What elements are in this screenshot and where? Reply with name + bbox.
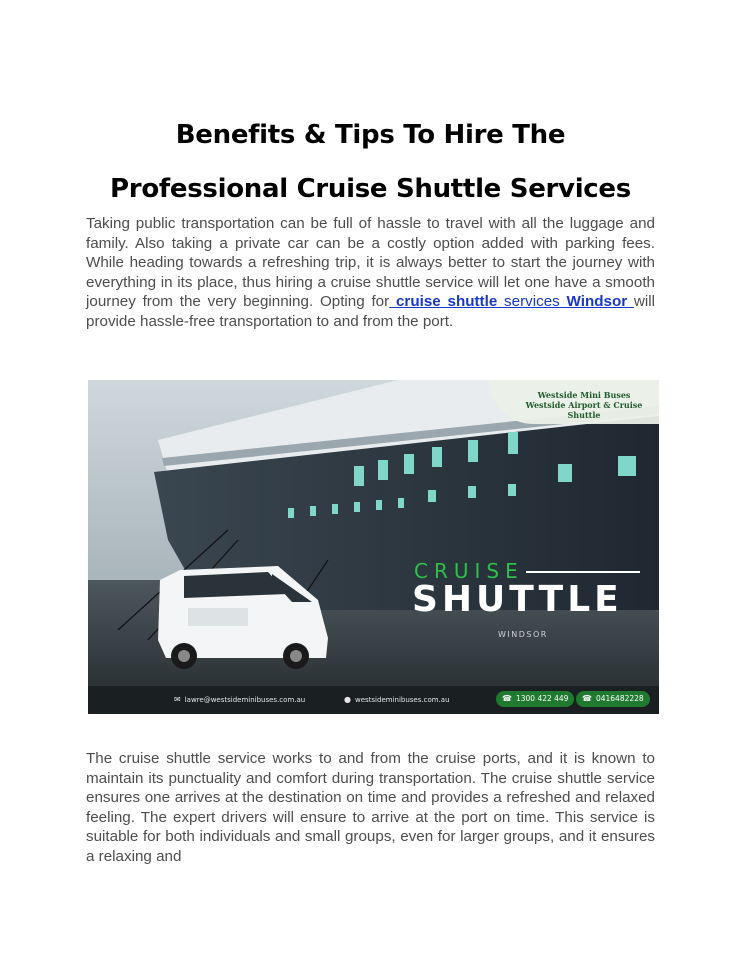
link-text-2: services	[497, 293, 567, 310]
intro-text-end: will provide hassle-free transportation to and from the port.	[86, 293, 656, 330]
banner-website-text: westsideminibuses.com.au	[354, 696, 450, 704]
banner-website	[344, 695, 450, 705]
banner-phone-1	[496, 691, 574, 707]
title-line-2: Professional Cruise Shuttle Services	[110, 174, 631, 204]
intro-text: Taking public transportation can be full of hassle to travel with all the luggage and family. Also taking a private car can be a costly option added with parking fees. While heading towards a refreshing trip, it is always better to start the journey with everything in its place, thus hiring a cruise shuttle service will let one have a smooth journey from the very beginning. Opting for	[86, 215, 655, 310]
title-line-1: Benefits & Tips To Hire The	[175, 120, 566, 150]
banner-contact-bar	[88, 686, 659, 714]
banner-phone-1-text: 1300 422 449	[515, 694, 569, 703]
phone-icon: ☎	[502, 694, 512, 703]
banner-phone-2-text: 0416482228	[595, 694, 644, 703]
mail-icon: ✉	[174, 695, 181, 704]
banner-underline	[526, 571, 640, 573]
cruise-shuttle-banner-image	[88, 380, 659, 714]
brand-line-1: Westside Mini Buses	[537, 390, 631, 400]
banner-phone-2	[576, 691, 650, 707]
globe-icon: ●	[344, 695, 351, 704]
banner-windsor-text: WINDSOR	[498, 630, 548, 639]
intro-paragraph	[86, 214, 655, 331]
banner-cruise-text: CRUISE	[414, 559, 524, 583]
banner-illustration	[88, 380, 659, 714]
link-text-1: cruise shuttle	[389, 293, 498, 310]
page-title	[40, 108, 701, 216]
cruise-shuttle-windsor-link[interactable]	[389, 293, 634, 310]
banner-email-text: lawre@westsideminibuses.com.au	[184, 696, 306, 704]
banner-email	[174, 695, 305, 705]
body-paragraph: The cruise shuttle service works to and from the cruise ports, and it is known to maintain its punctuality and comfort during transportation. The cruise shuttle service ensures one arrives at the destination on time and provides a refreshed and relaxed feeling. The expert drivers will ensure to arrive at the port on time. This service is suitable for both individuals and small groups, even for larger groups, and it ensures a relaxing and	[86, 750, 655, 865]
brand-badge	[489, 380, 659, 424]
brand-line-2: Westside Airport & Cruise Shuttle	[525, 400, 643, 420]
banner-shuttle-text: SHUTTLE	[412, 579, 623, 620]
phone-icon: ☎	[582, 694, 592, 703]
link-text-3: Windsor	[566, 293, 634, 310]
